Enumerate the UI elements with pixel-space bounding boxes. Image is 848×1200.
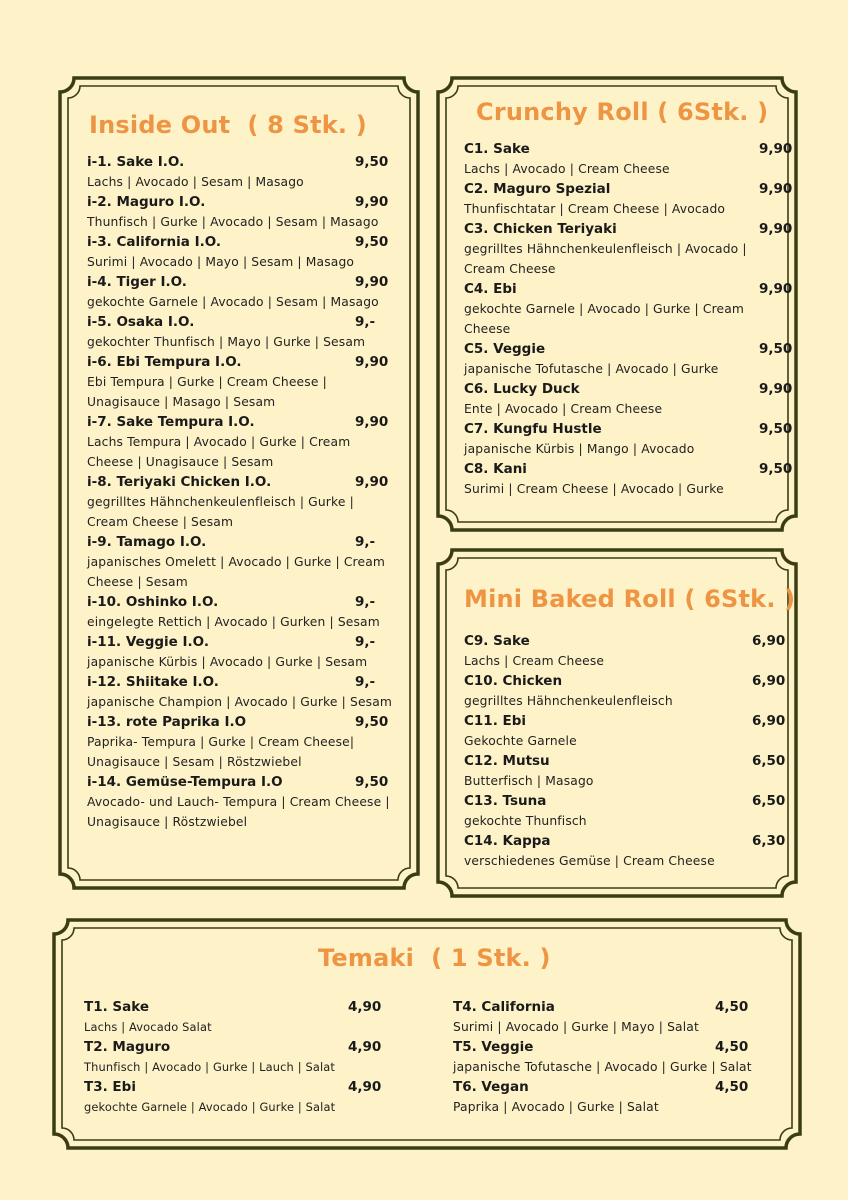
item-price: 9,- <box>355 674 376 690</box>
item-name: i-2. Maguro I.O. <box>87 194 206 210</box>
item-name: C13. Tsuna <box>464 793 547 809</box>
item-name: C4. Ebi <box>464 281 517 297</box>
item-description: japanisches Omelett | Avocado | Gurke | Cream Cheese | Sesam <box>87 555 386 589</box>
item-description: japanische Kürbis | Avocado | Gurke | Sesam <box>87 655 368 669</box>
menu-item <box>453 1037 773 1077</box>
item-price: 9,50 <box>355 154 389 170</box>
item-name: C12. Mutsu <box>464 753 550 769</box>
mini-baked-roll-panel <box>436 548 798 898</box>
section-title: Crunchy Roll ( 6Stk. ) <box>476 98 769 126</box>
item-name: T4. California <box>453 999 555 1015</box>
item-name: C10. Chicken <box>464 673 563 689</box>
item-description: Ebi Tempura | Gurke | Cream Cheese | Unagisauce | Masago | Sesam <box>87 375 327 409</box>
item-price: 9,90 <box>355 194 389 210</box>
menu-item <box>464 219 793 279</box>
item-description: Lachs | Avocado | Sesam | Masago <box>87 175 304 189</box>
item-name: i-6. Ebi Tempura I.O. <box>87 354 242 370</box>
crunchy-roll-panel <box>436 76 798 532</box>
item-description: verschiedenes Gemüse | Cream Cheese <box>464 854 715 868</box>
item-name: C1. Sake <box>464 141 530 157</box>
menu-list <box>87 152 397 832</box>
menu-item <box>464 179 793 219</box>
item-price: 9,50 <box>759 421 793 437</box>
menu-item <box>464 379 793 419</box>
menu-item <box>87 232 397 272</box>
item-name: C9. Sake <box>464 633 530 649</box>
item-description: gekochter Thunfisch | Mayo | Gurke | Sesam <box>87 335 366 349</box>
item-name: C11. Ebi <box>464 713 527 729</box>
item-price: 9,90 <box>355 274 389 290</box>
section-title: Inside Out ( 8 Stk. ) <box>89 111 367 139</box>
item-name: i-1. Sake I.O. <box>87 154 185 170</box>
menu-item <box>87 672 397 712</box>
item-price: 4,90 <box>348 999 382 1015</box>
item-description: Thunfisch | Avocado | Gurke | Lauch | Salat <box>84 1060 336 1074</box>
item-price: 9,- <box>355 534 376 550</box>
item-description: gegrilltes Hähnchenkeulenfleisch | Gurke | Cream Cheese | Sesam <box>87 495 354 529</box>
menu-item <box>464 791 786 831</box>
item-description: Surimi | Cream Cheese | Avocado | Gurke <box>464 482 724 496</box>
item-name: i-13. rote Paprika I.O <box>87 714 247 730</box>
item-description: gegrilltes Hähnchenkeulenfleisch | Avocado | Cream Cheese <box>464 242 747 276</box>
menu-item <box>87 592 397 632</box>
item-description: gekochte Garnele | Avocado | Sesam | Masago <box>87 295 379 309</box>
item-price: 9,- <box>355 314 376 330</box>
item-description: Lachs Tempura | Avocado | Gurke | Cream Cheese | Unagisauce | Sesam <box>87 435 351 469</box>
menu-item <box>84 997 384 1037</box>
menu-item <box>464 631 786 671</box>
item-price: 6,50 <box>752 753 786 769</box>
item-price: 6,90 <box>752 713 786 729</box>
item-description: Surimi | Avocado | Mayo | Sesam | Masago <box>87 255 355 269</box>
item-price: 9,90 <box>759 221 793 237</box>
menu-item <box>453 997 773 1037</box>
menu-list-right <box>453 997 773 1117</box>
item-name: C3. Chicken Teriyaki <box>464 221 617 237</box>
item-name: i-12. Shiitake I.O. <box>87 674 219 690</box>
item-name: i-3. California I.O. <box>87 234 222 250</box>
item-name: i-10. Oshinko I.O. <box>87 594 219 610</box>
item-price: 6,90 <box>752 673 786 689</box>
item-price: 4,50 <box>715 1039 749 1055</box>
item-name: i-11. Veggie I.O. <box>87 634 209 650</box>
menu-item <box>87 532 397 592</box>
item-price: 9,- <box>355 594 376 610</box>
item-name: T1. Sake <box>84 999 150 1015</box>
item-description: japanische Kürbis | Mango | Avocado <box>464 442 695 456</box>
item-description: Thunfisch | Gurke | Avocado | Sesam | Masago <box>87 215 379 229</box>
item-name: C6. Lucky Duck <box>464 381 580 397</box>
item-description: gegrilltes Hähnchenkeulenfleisch <box>464 694 673 708</box>
menu-item <box>464 279 793 339</box>
item-price: 9,- <box>355 634 376 650</box>
menu-item <box>464 711 786 751</box>
menu-item <box>464 459 793 499</box>
item-price: 6,90 <box>752 633 786 649</box>
item-name: T3. Ebi <box>84 1079 136 1095</box>
item-description: Paprika | Avocado | Gurke | Salat <box>453 1100 659 1114</box>
section-title: Mini Baked Roll ( 6Stk. ) <box>464 585 796 613</box>
item-description: gekochte Garnele | Avocado | Gurke | Cream Cheese <box>464 302 745 336</box>
item-description: Thunfischtatar | Cream Cheese | Avocado <box>464 202 726 216</box>
item-name: i-5. Osaka I.O. <box>87 314 195 330</box>
menu-item <box>87 352 397 412</box>
menu-list <box>464 631 786 871</box>
item-name: T5. Veggie <box>453 1039 534 1055</box>
item-description: Surimi | Avocado | Gurke | Mayo | Salat <box>453 1020 699 1034</box>
item-price: 9,90 <box>759 181 793 197</box>
menu-item <box>87 472 397 532</box>
item-price: 4,50 <box>715 1079 749 1095</box>
item-description: Gekochte Garnele <box>464 734 577 748</box>
item-description: japanische Tofutasche | Avocado | Gurke | Salat <box>453 1060 752 1074</box>
item-description: eingelegte Rettich | Avocado | Gurken | Sesam <box>87 615 380 629</box>
item-description: Paprika- Tempura | Gurke | Cream Cheese| Unagisauce | Sesam | Röstzwiebel <box>87 735 355 769</box>
menu-item <box>464 339 793 379</box>
menu-item <box>464 419 793 459</box>
item-name: i-14. Gemüse-Tempura I.O <box>87 774 283 790</box>
menu-list-left <box>84 997 384 1117</box>
item-name: i-4. Tiger I.O. <box>87 274 187 290</box>
item-description: gekochte Garnele | Avocado | Gurke | Salat <box>84 1100 336 1114</box>
item-name: T2. Maguro <box>84 1039 171 1055</box>
item-name: C7. Kungfu Hustle <box>464 421 602 437</box>
menu-item <box>87 192 397 232</box>
inside-out-panel <box>58 76 420 890</box>
item-description: Ente | Avocado | Cream Cheese <box>464 402 663 416</box>
item-description: gekochte Thunfisch <box>464 814 587 828</box>
item-description: Lachs | Cream Cheese <box>464 654 605 668</box>
item-name: i-9. Tamago I.O. <box>87 534 207 550</box>
menu-item <box>84 1077 384 1117</box>
item-price: 4,90 <box>348 1039 382 1055</box>
item-description: japanische Tofutasche | Avocado | Gurke <box>464 362 719 376</box>
item-description: Lachs | Avocado Salat <box>84 1020 212 1034</box>
item-description: Lachs | Avocado | Cream Cheese <box>464 162 670 176</box>
item-name: i-8. Teriyaki Chicken I.O. <box>87 474 272 490</box>
item-price: 9,50 <box>355 234 389 250</box>
item-price: 9,90 <box>759 141 793 157</box>
item-price: 9,90 <box>355 474 389 490</box>
section-title: Temaki ( 1 Stk. ) <box>318 944 551 972</box>
item-name: T6. Vegan <box>453 1079 529 1095</box>
item-name: i-7. Sake Tempura I.O. <box>87 414 255 430</box>
item-price: 9,90 <box>759 281 793 297</box>
menu-item <box>464 671 786 711</box>
menu-item <box>87 152 397 192</box>
item-name: C5. Veggie <box>464 341 546 357</box>
item-price: 6,30 <box>752 833 786 849</box>
item-price: 9,50 <box>759 341 793 357</box>
item-price: 9,90 <box>759 381 793 397</box>
item-price: 9,90 <box>355 414 389 430</box>
item-description: Butterfisch | Masago <box>464 774 594 788</box>
item-name: C2. Maguro Spezial <box>464 181 611 197</box>
menu-item <box>464 831 786 871</box>
item-price: 4,50 <box>715 999 749 1015</box>
item-price: 6,50 <box>752 793 786 809</box>
item-price: 9,50 <box>759 461 793 477</box>
item-description: Avocado- und Lauch- Tempura | Cream Cheese | Unagisauce | Röstzwiebel <box>87 795 390 829</box>
menu-item <box>87 772 397 832</box>
item-price: 9,50 <box>355 774 389 790</box>
menu-item <box>87 272 397 312</box>
menu-item <box>87 712 397 772</box>
menu-item <box>453 1077 773 1117</box>
item-description: japanische Champion | Avocado | Gurke | Sesam <box>87 695 393 709</box>
menu-item <box>87 632 397 672</box>
temaki-panel <box>52 918 802 1150</box>
item-price: 4,90 <box>348 1079 382 1095</box>
menu-item <box>87 412 397 472</box>
menu-list <box>464 139 793 499</box>
item-name: C8. Kani <box>464 461 527 477</box>
menu-item <box>464 751 786 791</box>
menu-item <box>464 139 793 179</box>
menu-item <box>87 312 397 352</box>
item-name: C14. Kappa <box>464 833 551 849</box>
item-price: 9,50 <box>355 714 389 730</box>
item-price: 9,90 <box>355 354 389 370</box>
menu-item <box>84 1037 384 1077</box>
